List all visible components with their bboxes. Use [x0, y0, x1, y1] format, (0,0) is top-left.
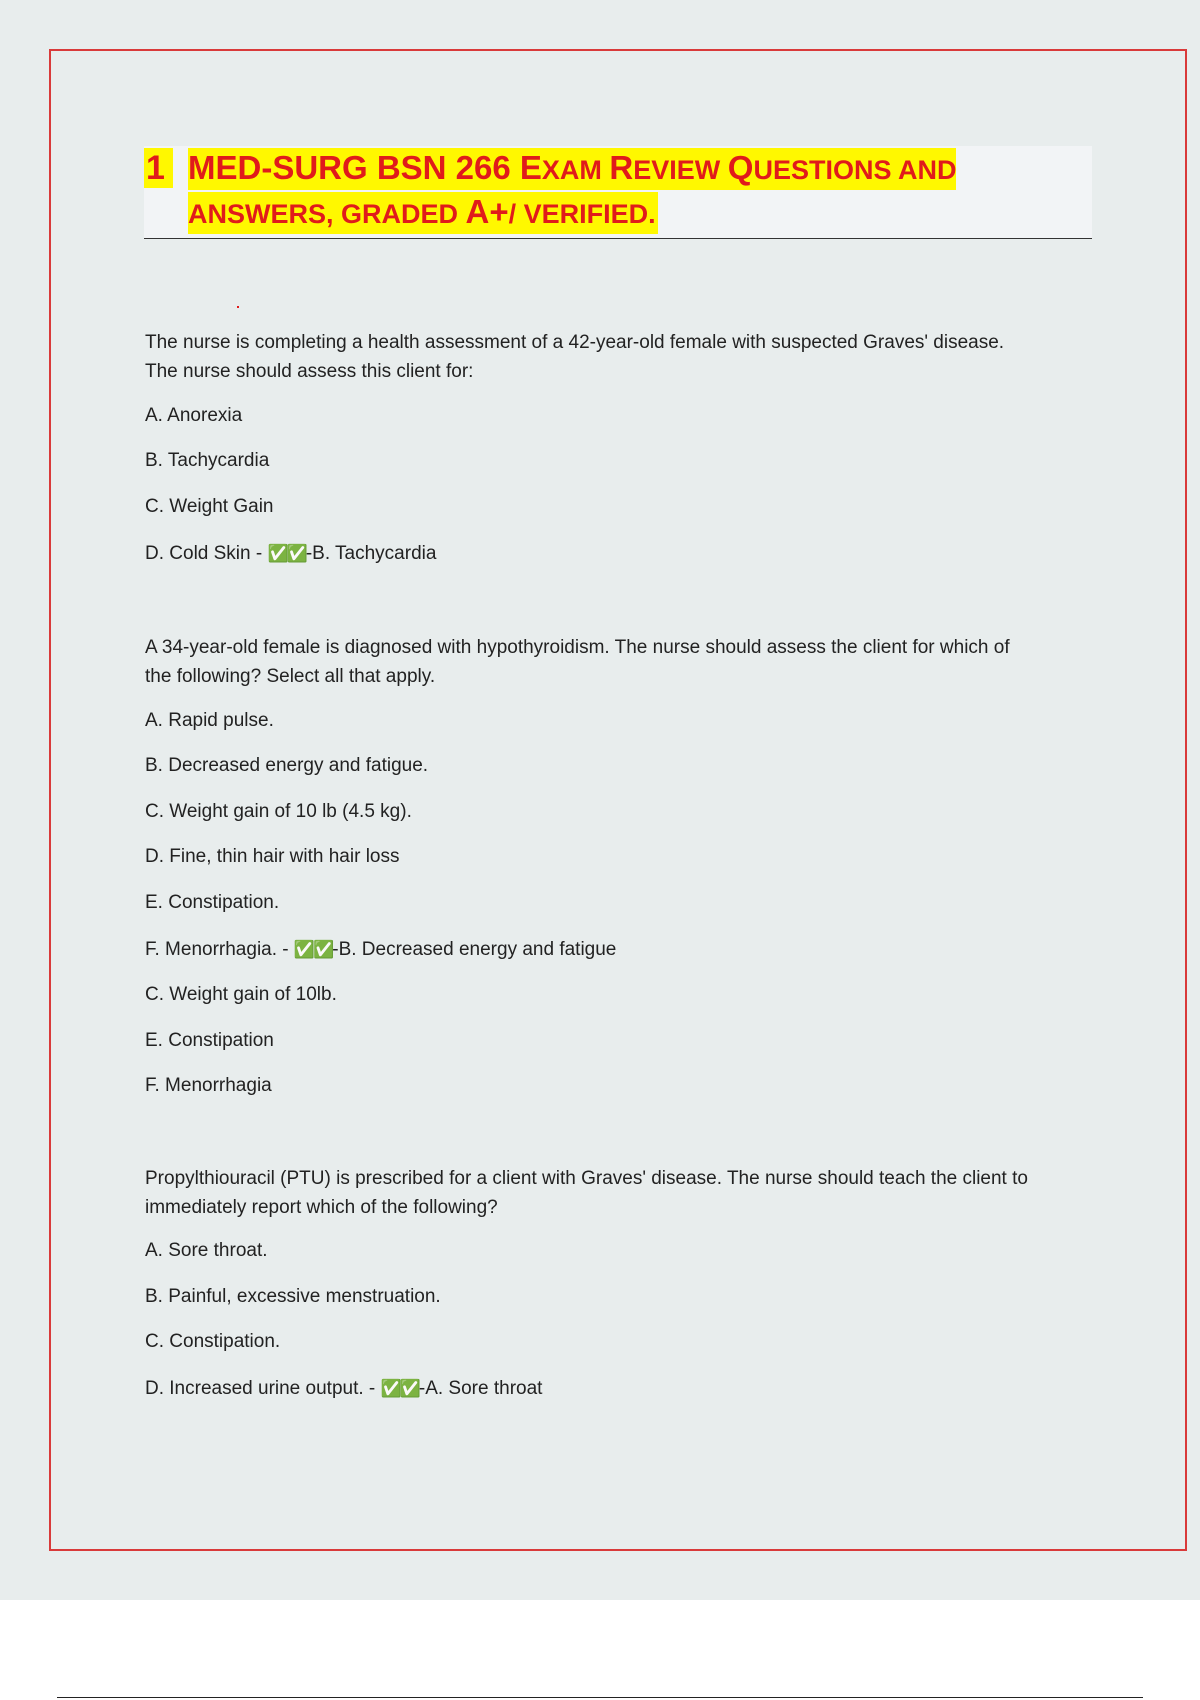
stem-line: immediately report which of the following?	[145, 1197, 498, 1218]
answer-option: B. Tachycardia	[145, 450, 270, 471]
correct-answer: -A. Sore throat	[418, 1378, 543, 1399]
correct-answer-line: E. Constipation	[145, 1030, 274, 1051]
question-stem	[145, 328, 1095, 386]
title-part: XAM	[541, 155, 610, 185]
double-check-icon: ✅✅	[267, 544, 306, 564]
answer-option: B. Painful, excessive menstruation.	[145, 1286, 441, 1307]
answer-option: D. Fine, thin hair with hair loss	[145, 846, 400, 867]
answer-option-with-key	[145, 939, 1095, 961]
answer-option: F. Menorrhagia. -	[145, 939, 289, 960]
stem-line: The nurse is completing a health assessment of a 42-year-old female with suspected Graves' disease.	[145, 332, 1005, 353]
question-3	[145, 1164, 1095, 1400]
title-part: EVIEW	[633, 155, 728, 185]
red-dot-mark	[237, 306, 239, 308]
answer-option: A. Sore throat.	[145, 1240, 268, 1261]
stem-line: The nurse should assess this client for:	[145, 361, 474, 382]
answer-option: A. Rapid pulse.	[145, 710, 274, 731]
heading-number: 1	[144, 148, 173, 188]
answer-option-with-key	[145, 543, 1095, 565]
correct-answer-line: C. Weight gain of 10lb.	[145, 984, 337, 1005]
document-title-line-2	[188, 192, 658, 234]
title-part: UESTIONS AND	[753, 155, 957, 185]
stem-line: A 34-year-old female is diagnosed with hypothyroidism. The nurse should assess the client for which of	[145, 637, 1010, 658]
title-part: / VERIFIED.	[508, 199, 656, 229]
question-1	[145, 328, 1095, 565]
footer-rule	[57, 1697, 1143, 1698]
correct-answer: -B. Decreased energy and fatigue	[332, 939, 617, 960]
document-title-line-1	[188, 148, 956, 190]
answer-option: D. Cold Skin -	[145, 543, 263, 564]
title-part: Q	[727, 149, 754, 186]
correct-answer: -B. Tachycardia	[305, 543, 437, 564]
correct-answer-line: F. Menorrhagia	[145, 1075, 272, 1096]
answer-option: A. Anorexia	[145, 405, 243, 426]
double-check-icon: ✅✅	[380, 1379, 419, 1399]
answer-option: C. Weight gain of 10 lb (4.5 kg).	[145, 801, 412, 822]
title-part: A+	[465, 193, 509, 230]
title-part: R	[609, 149, 634, 186]
question-stem	[145, 633, 1095, 691]
answer-option: B. Decreased energy and fatigue.	[145, 755, 429, 776]
double-check-icon: ✅✅	[293, 940, 333, 960]
title-part: ANSWERS, GRADED	[188, 199, 466, 229]
stem-line: the following? Select all that apply.	[145, 666, 436, 687]
question-stem	[145, 1164, 1095, 1222]
answer-option: E. Constipation.	[145, 892, 280, 913]
question-2	[145, 633, 1095, 1097]
answer-option: D. Increased urine output. -	[145, 1378, 376, 1399]
answer-option-with-key	[145, 1378, 1095, 1400]
answer-option: C. Constipation.	[145, 1331, 281, 1352]
stem-line: Propylthiouracil (PTU) is prescribed for a client with Graves' disease. The nurse should teach the client to	[145, 1168, 1028, 1189]
answer-option: C. Weight Gain	[145, 496, 274, 517]
title-part: E	[519, 149, 542, 186]
title-block	[144, 146, 1092, 239]
title-part: MED-SURG BSN 266	[188, 149, 520, 186]
